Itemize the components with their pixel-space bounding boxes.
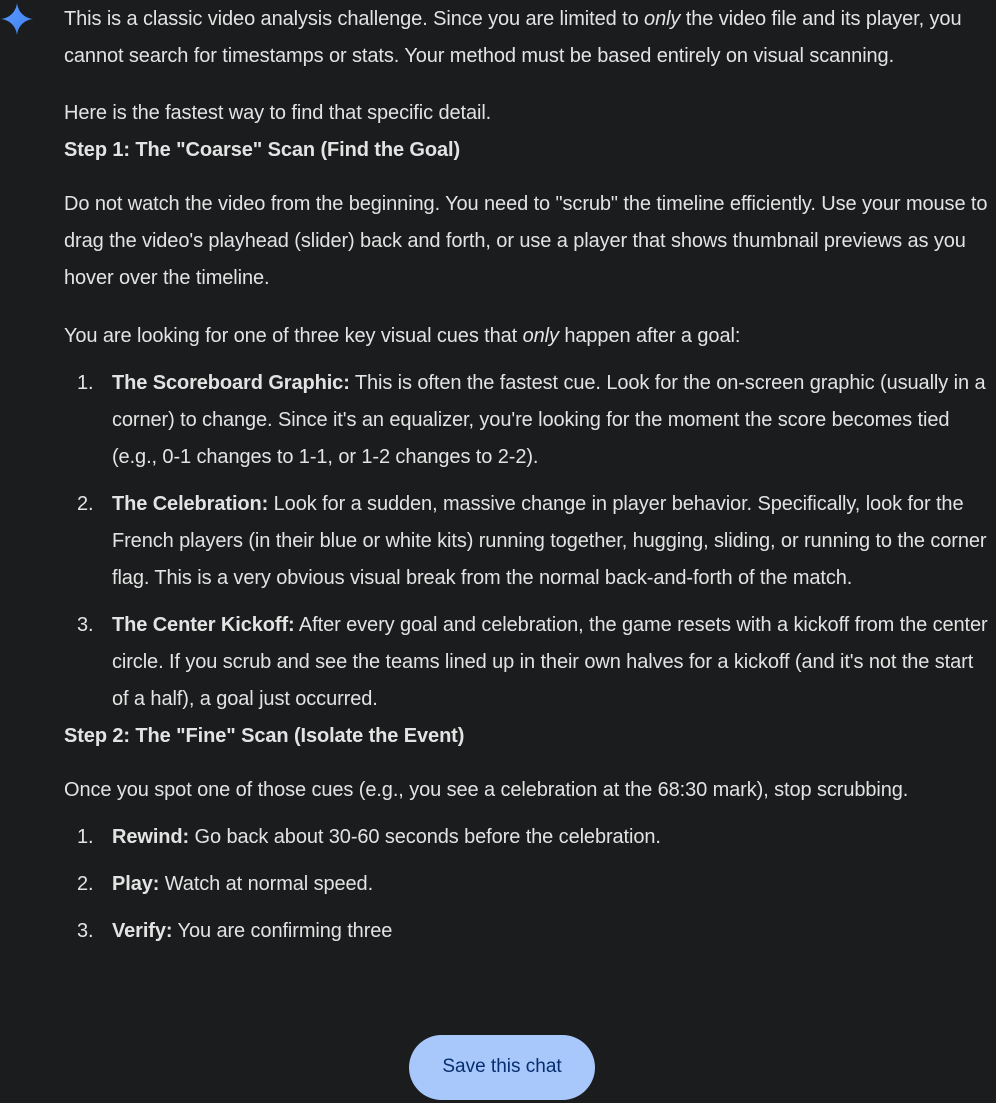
step2-heading: Step 2: The "Fine" Scan (Isolate the Event) [64, 725, 465, 747]
list-item [64, 866, 994, 903]
actions-list [64, 819, 994, 950]
list-number: 2. [77, 873, 94, 895]
step1-heading: Step 1: The "Coarse" Scan (Find the Goal) [64, 139, 461, 161]
action-title: Play: [112, 873, 160, 895]
list-item [64, 607, 994, 718]
step1-paragraph: Do not watch the video from the beginning. You need to "scrub" the timeline efficiently. Use your mouse to drag the video's playhead (slider) back and forth, or use a player that shows thumbnail previews as you hover over the timeline. [64, 193, 988, 289]
action-title: Verify: [112, 920, 173, 942]
step2-paragraph: Once you spot one of those cues (e.g., you see a celebration at the 68:30 mark), stop scrubbing. [64, 779, 909, 801]
gemini-spark-icon [0, 2, 34, 36]
cue-text: Look for a sudden, massive change in player behavior. Specifically, look for the French players (in their blue or white kits) running together, hugging, sliding, or running to the corner flag. This is a very obvious visual break from the normal back-and-forth of the match. [112, 493, 987, 589]
list-number: 3. [77, 614, 94, 636]
cues-intro-text: You are looking for one of three key visual cues that [64, 325, 523, 347]
cue-title: The Celebration: [112, 493, 269, 515]
intro-text: This is a classic video analysis challenge. Since you are limited to [64, 8, 645, 30]
list-item [64, 486, 994, 597]
fastest-way-paragraph: Here is the fastest way to find that specific detail. [64, 102, 492, 124]
cue-text: This is often the fastest cue. Look for the on-screen graphic (usually in a corner) to change. Since it's an equalizer, you're looking for the moment the score becomes tied (e.g., 0-1 changes to 1-1, or 1-2 changes to 2-2). [112, 372, 986, 468]
intro-text-continued: the video file and its player, you cannot search for timestamps or stats. Your method must be based entirely on visual scanning. [64, 8, 962, 67]
cue-title: The Scoreboard Graphic: [112, 372, 350, 394]
intro-emphasis: only [644, 8, 681, 30]
cues-intro-paragraph [64, 318, 994, 355]
list-number: 3. [77, 920, 94, 942]
cue-text: After every goal and celebration, the game resets with a kickoff from the center circle. If you scrub and see the teams lined up in their own halves for a kickoff (and it's not the start of a half), a goal just occurred. [112, 614, 988, 710]
list-number: 1. [77, 826, 94, 848]
list-number: 1. [77, 372, 94, 394]
list-item [64, 819, 994, 856]
action-text: Watch at normal speed. [159, 873, 374, 895]
list-number: 2. [77, 493, 94, 515]
list-item [64, 365, 994, 476]
cues-intro-text-continued: happen after a goal: [558, 325, 741, 347]
save-chat-button[interactable]: Save this chat [409, 1035, 595, 1100]
cues-list [64, 365, 994, 718]
list-item [64, 913, 994, 950]
action-text: You are confirming three [172, 920, 393, 942]
action-text: Go back about 30-60 seconds before the celebration. [189, 826, 661, 848]
cue-title: The Center Kickoff: [112, 614, 295, 636]
action-title: Rewind: [112, 826, 190, 848]
assistant-response [64, 0, 994, 950]
intro-paragraph [64, 1, 994, 75]
cues-intro-emphasis: only [522, 325, 559, 347]
